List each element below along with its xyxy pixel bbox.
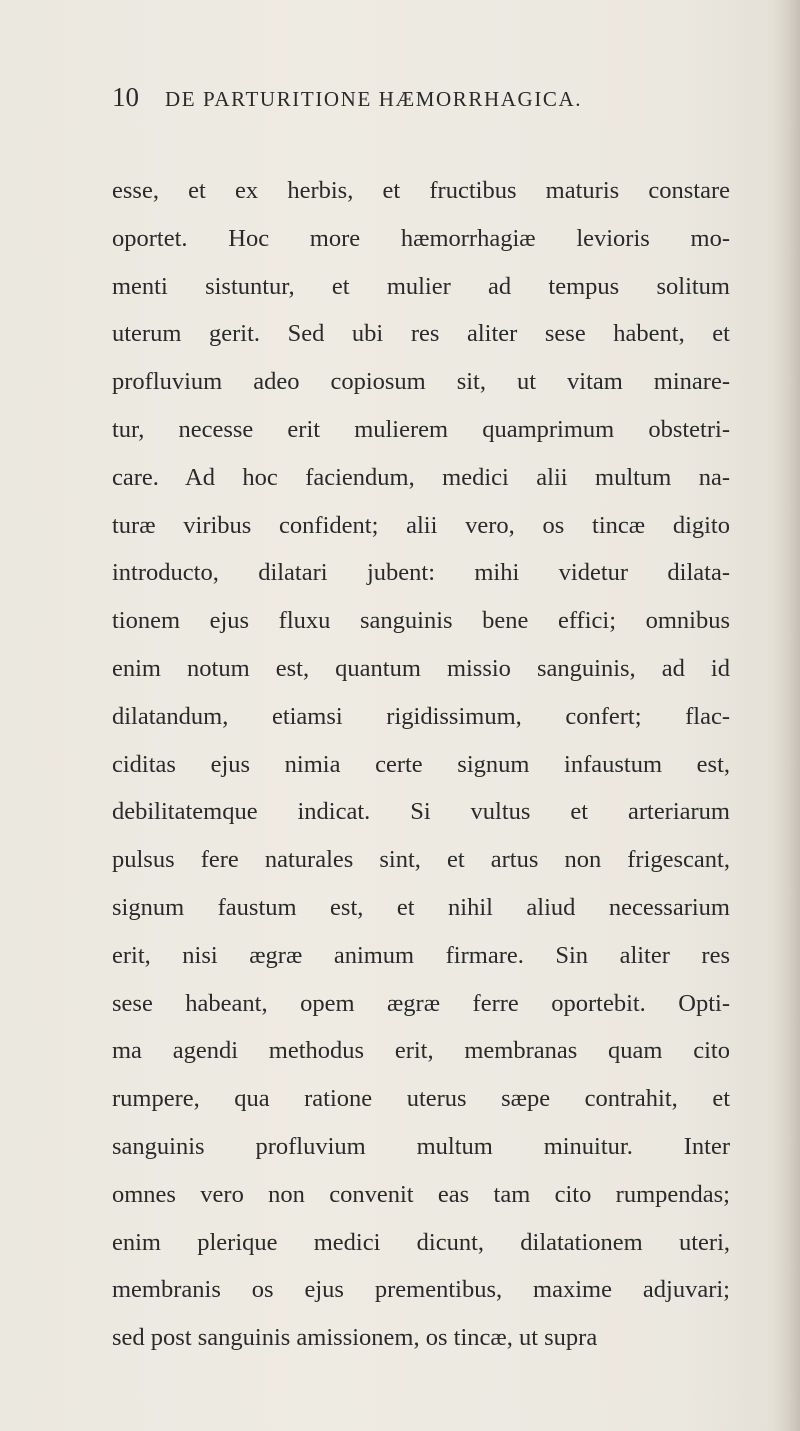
text-line: care. Ad hoc faciendum, medici alii multum na- [112,463,730,491]
text-line: esse, et ex herbis, et fructibus maturis constare [112,177,730,204]
text-line: dilatandum, etiamsi rigidissimum, confert; flac- [112,702,730,730]
body-text [112,167,730,1362]
text-line: tionem ejus fluxu sanguinis bene effici; omnibus [112,607,730,635]
text-line: ma agendi methodus erit, membranas quam cito [112,1037,730,1065]
text-line: sese habeant, opem ægræ ferre oportebit. Opti- [112,989,730,1017]
running-head: DE PARTURITIONE HÆMORRHAGICA. [165,87,583,111]
text-line: oportet. Hoc more hæmorrhagiæ levioris mo- [112,224,730,252]
page-edge-shadow [772,0,800,1431]
text-line: rumpere, qua ratione uterus sæpe contrahit, et [112,1085,730,1113]
text-line: enim notum est, quantum missio sanguinis, ad id [112,654,730,682]
text-line: erit, nisi ægræ animum firmare. Sin aliter res [112,941,730,969]
text-line: turæ viribus confident; alii vero, os tincæ digito [112,511,730,539]
text-line: ciditas ejus nimia certe signum infaustum est, [112,750,730,778]
text-line: pulsus fere naturales sint, et artus non frigescant, [112,846,730,874]
text-line: membranis os ejus prementibus, maxime adjuvari; [112,1276,730,1304]
text-line: signum faustum est, et nihil aliud necessarium [112,893,730,921]
page-header [112,82,732,122]
text-line: uterum gerit. Sed ubi res aliter sese habent, et [112,320,730,348]
text-line: sanguinis profluvium multum minuitur. Inter [112,1132,730,1160]
text-line: tur, necesse erit mulierem quamprimum obstetri- [112,415,730,443]
text-line: omnes vero non convenit eas tam cito rumpendas; [112,1180,730,1208]
text-line: introducto, dilatari jubent: mihi videtur dilata- [112,559,730,587]
text-line: sed post sanguinis amissionem, os tincæ, ut supra [112,1324,598,1352]
text-line: profluvium adeo copiosum sit, ut vitam minare- [112,368,730,396]
text-line: enim plerique medici dicunt, dilatationem uteri, [112,1228,730,1256]
text-line: menti sistuntur, et mulier ad tempus solitum [112,272,730,300]
text-line: debilitatemque indicat. Si vultus et arteriarum [112,798,730,826]
page-number: 10 [112,82,139,112]
